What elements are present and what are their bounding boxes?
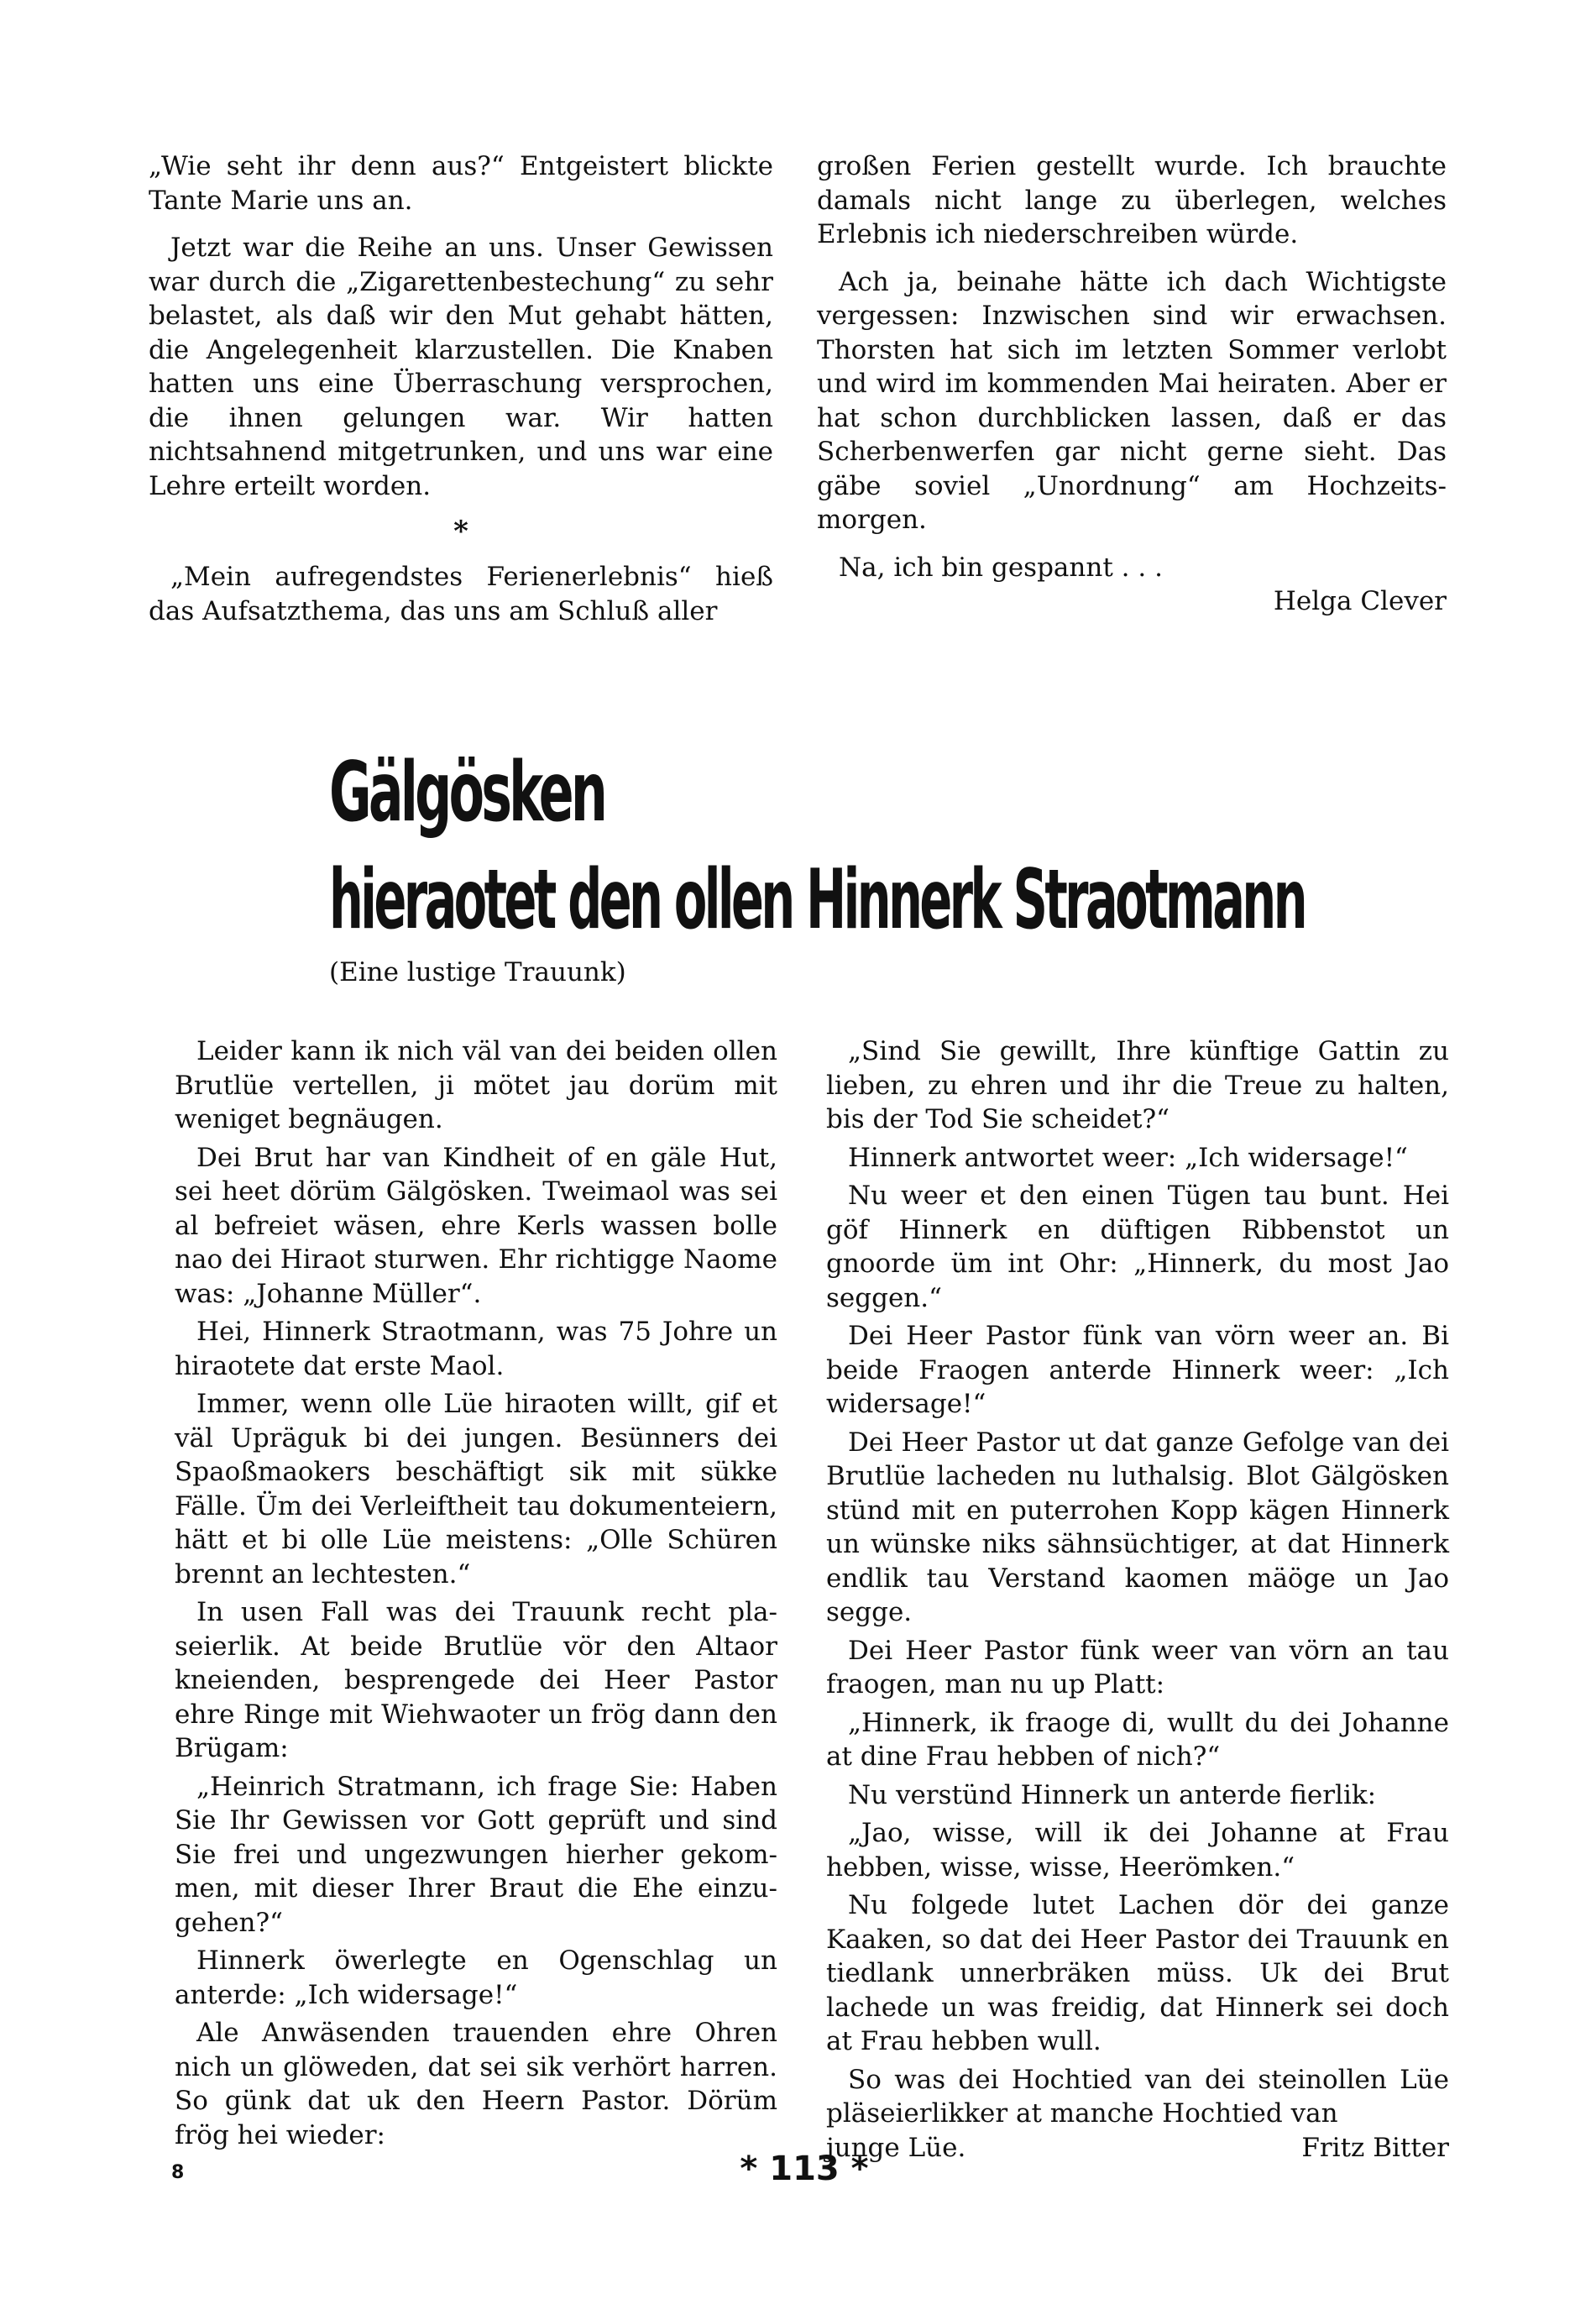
top-right-column [817, 149, 1447, 632]
paragraph: So was dei Hochtied van dei steinollen Lüe pläseierlikker at manche Hochtied van [826, 2064, 1449, 2129]
bottom-left-column [175, 1034, 777, 2156]
paragraph: „Wie seht ihr denn aus?“ Entgeistert blickte Tante Marie uns an. [149, 151, 773, 216]
paragraph: Dei Heer Pastor ut dat ganze Gefolge van dei Brutlüe lacheden nu luthalsig. Blot Gälgösken stünd mit en puterrohen Kopp kägen Hinnerk un wünske niks sähnsüchtiger, at dat Hinnerk endlik tau Verstand kaomen mäöge un Jao segge. [826, 1427, 1449, 1627]
author-signature: Helga Clever [1273, 586, 1447, 616]
section-separator: * [453, 515, 468, 548]
paragraph: Leider kann ik nich väl van dei beiden ollen Brutlüe vertellen, ji mötet jau dorüm mit weniget begnäugen. [175, 1036, 777, 1134]
paragraph: Dei Heer Pastor fünk weer van vörn an tau fraogen, man nu up Platt: [826, 1635, 1449, 1699]
author-signature: Fritz Bitter [1301, 2132, 1449, 2163]
paragraph: In usen Fall was dei Trauunk recht plaseierlik. At beide Brutlüe vör den Altaor kneienden, besprengede dei Heer Pastor ehre Ringe mit Wiehwaoter un frög dann den Brügam: [175, 1597, 777, 1763]
page-number: * 113 * [740, 2150, 869, 2188]
paragraph: „Mein aufregendstes Ferienerlebnis“ hieß das Aufsatzthema, das uns am Schluß aller [149, 562, 773, 626]
headline-line-2: hieraotet den ollen Hinnerk Straotmann [329, 852, 1306, 948]
paragraph: „Jao, wisse, will ik dei Johanne at Frau hebben, wisse, wisse, Heerömken.“ [826, 1818, 1449, 1883]
subtitle: (Eine lustige Trauunk) [329, 957, 626, 987]
paragraph: Ale Anwäsenden trauenden ehre Ohren nich un glöweden, dat sei sik verhört harren. So günk dat uk den Heern Pastor. Dörüm frög hei wieder: [175, 2018, 777, 2150]
paragraph: großen Ferien gestellt wurde. Ich brauchte damals nicht lange zu überlegen, welches Erlebnis ich niederschreiben würde. [817, 151, 1447, 249]
article-title-block [329, 739, 1454, 987]
paragraph: Dei Brut har van Kindheit of en gäle Hut, sei heet dörüm Gälgösken. Tweimaol was sei al befreiet wäsen, ehre Kerls wassen bolle nao dei Hiraot sturwen. Ehr richtigge Naome was: „Johanne Müller“. [175, 1142, 777, 1309]
paragraph: „Hinnerk, ik fraoge di, wullt du dei Johanne at dine Frau hebben of nich?“ [826, 1707, 1449, 1772]
bottom-right-column [826, 1034, 1449, 2165]
top-left-column [149, 149, 773, 642]
paragraph: „Heinrich Stratmann, ich frage Sie: Haben Sie Ihr Gewissen vor Gott geprüft und sind Sie frei und ungezwungen hierher gekommen, mit dieser Ihrer Braut die Ehe einzugehen?“ [175, 1771, 777, 1938]
paragraph: „Sind Sie gewillt, Ihre künftige Gattin zu lieben, zu ehren und ihr die Treue zu halten, bis der Tod Sie scheidet?“ [826, 1036, 1449, 1134]
paragraph: Hei, Hinnerk Straotmann, was 75 Johre un hiraotete dat erste Maol. [175, 1317, 777, 1381]
paragraph: Nu verstünd Hinnerk un anterde fierlik: [848, 1779, 1377, 1810]
paragraph: Jetzt war die Reihe an uns. Unser Gewissen war durch die „Zigarettenbestechung“ zu sehr belastet, als daß wir den Mut gehabt hätten, die Angelegenheit klarzustellen. Die Knaben hatten uns eine Überraschung versprochen, die ihnen gelungen war. Wir hatten nichtsahnend mitgetrunken, und uns war eine Lehre erteilt worden. [149, 233, 773, 501]
paragraph: Na, ich bin gespannt . . . [839, 552, 1163, 583]
paragraph: Ach ja, beinahe hätte ich dach Wichtigste vergessen: Inzwischen sind wir erwachsen. Thorsten hat sich im letzten Sommer verlobt und wird im kommenden Mai heiraten. Aber er hat schon durchblicken lassen, daß er das Scherbenwerfen gar nicht gerne sieht. Das gäbe soviel „Unordnung“ am Hochzeitsmorgen. [817, 266, 1447, 535]
paragraph: Dei Heer Pastor fünk van vörn weer an. Bi beide Fraogen anterde Hinnerk weer: „Ich widersage!“ [826, 1321, 1449, 1419]
paragraph: Nu weer et den einen Tügen tau bunt. Hei göf Hinnerk en düftigen Ribbenstot un gnoorde üm int Ohr: „Hinnerk, du most Jao seggen.“ [826, 1181, 1449, 1313]
paragraph: Nu folgede lutet Lachen dör dei ganze Kaaken, so dat dei Heer Pastor dei Trauunk en tiedlank unnerbräken müss. Uk dei Brut lachede un was freidig, dat Hinnerk sei doch at Frau hebben wull. [826, 1890, 1449, 2056]
closing-words: junge Lüe. [826, 2132, 966, 2163]
paragraph: Hinnerk antwortet weer: „Ich widersage!“ [848, 1142, 1408, 1173]
headline-line-1: Gälgösken [329, 745, 605, 841]
paragraph: Hinnerk öwerlegte en Ogenschlag un anterde: „Ich widersage!“ [175, 1946, 777, 2010]
corner-mark: 8 [171, 2162, 185, 2183]
paragraph: Immer, wenn olle Lüe hiraoten willt, gif et väl Upräguk bi dei jungen. Besünners dei Spaoßmaokers beschäftigt sik mit sükke Fälle. Üm dei Verleiftheit tau dokumenteiern, hätt et bi olle Lüe meistens: „Olle Schüren brennt an lechtesten.“ [175, 1389, 777, 1589]
closing-line [826, 2131, 1449, 2166]
